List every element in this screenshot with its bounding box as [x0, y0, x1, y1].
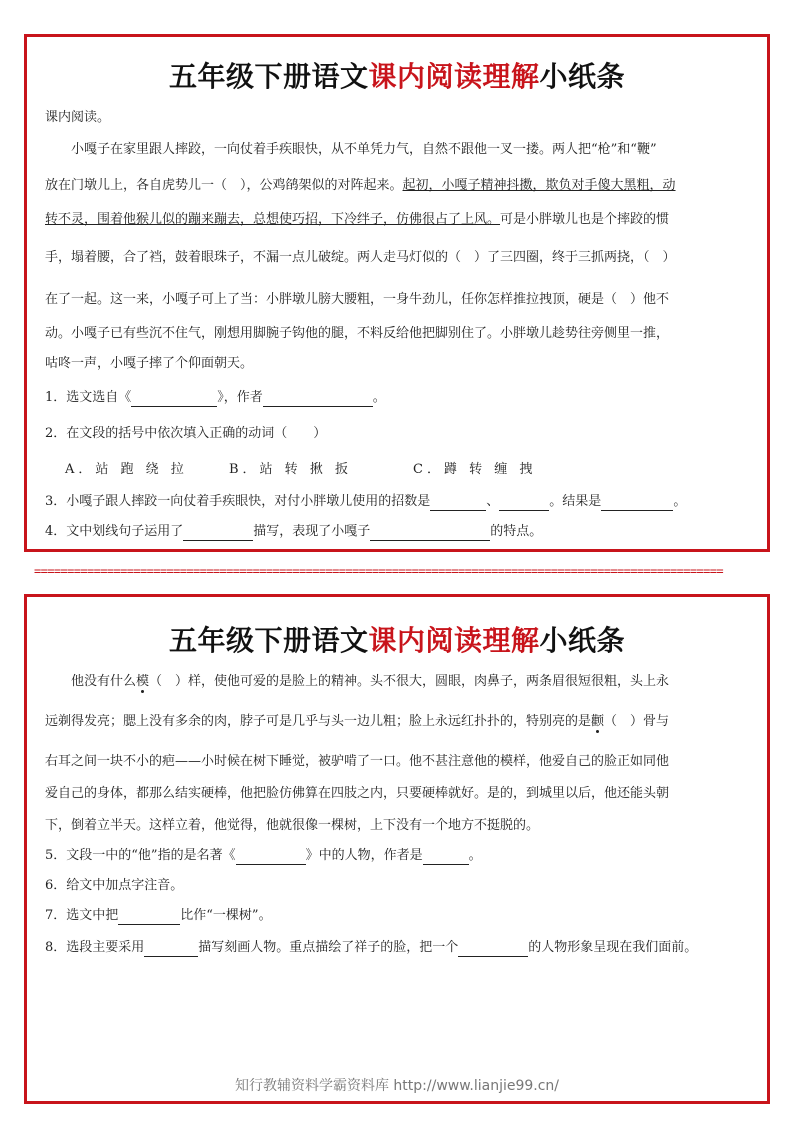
text-segment: （ ）骨与 [604, 714, 670, 729]
card1-title [27, 55, 767, 95]
text-segment: 可是小胖墩儿也是个摔跤的惯 [500, 212, 670, 227]
q1-text: 1．选文选自《 [45, 390, 132, 405]
answer-blank[interactable] [458, 942, 528, 957]
question-2: 2．在文段的括号中依次填入正确的动词（ ） [45, 426, 327, 441]
q1-text: 》，作者 [217, 390, 263, 405]
passage1-line1: 小嘎子在家里跟人摔跤，一向仗着手疾眼快，从不单凭力气，自然不跟他一叉一搂。两人把“枪”和“鞭” [71, 142, 657, 157]
passage1-line2 [45, 177, 749, 195]
q3-text: 。结果是 [549, 494, 602, 509]
title-part-black: 五年级下册语文 [168, 60, 369, 93]
passage1-line3 [45, 211, 749, 229]
answer-blank[interactable] [423, 850, 469, 865]
q7-text: 比作“一棵树”。 [180, 908, 272, 923]
dotted-character: 颧 [591, 714, 605, 729]
q5-text: 》中的人物，作者是 [305, 848, 423, 863]
q1-text: 。 [372, 390, 386, 405]
text-segment: 放在门墩儿上，各自虎势儿一（ ），公鸡鹐架似的对阵起来。 [45, 178, 403, 193]
passage2-line5: 下，倒着立半天。这样立着，他觉得，他就很像一棵树，上下没有一个地方不挺脱的。 [45, 818, 540, 833]
passage2-line1 [45, 673, 749, 691]
passage2-line2 [45, 713, 749, 731]
title-part-red: 课内阅读理解 [368, 624, 540, 657]
question-6: 6．给文中加点字注音。 [45, 878, 184, 893]
passage1-line5: 在了一起。这一来，小嘎子可上了当：小胖墩儿膀大腰粗，一身牛劲儿，任你怎样推拉拽顶，硬是（ ）他不 [45, 292, 670, 307]
question-5 [45, 847, 749, 865]
question-8 [45, 939, 749, 957]
underlined-sentence: 起初，小嘎子精神抖擞，欺负对手傻大黑粗，动 [402, 178, 676, 193]
text-segment: 他没有什么 [71, 674, 137, 689]
reading-card-1 [24, 34, 770, 552]
title-part-red: 课内阅读理解 [368, 60, 540, 93]
passage2-line4: 爱自己的身体，都那么结实硬棒，他把脸仿佛算在四肢之内，只要硬棒就好。是的，到城里以后，他还能头朝 [45, 786, 670, 801]
question-2-options [45, 461, 749, 479]
question-1 [45, 389, 749, 407]
card2-title [27, 619, 767, 659]
answer-blank[interactable] [118, 910, 180, 925]
answer-blank[interactable] [499, 496, 549, 511]
answer-blank[interactable] [183, 526, 253, 541]
underlined-sentence: 转不灵，围着他猴儿似的蹦来蹦去，总想使巧招，下冷绊子，仿佛很占了上风。 [45, 212, 501, 227]
question-3 [45, 493, 749, 511]
q8-text: 的人物形象呈现在我们面前。 [528, 940, 698, 955]
question-4 [45, 523, 749, 541]
q5-text: 。 [468, 848, 482, 863]
passage2-line3: 右耳之间一块不小的疤——小时候在树下睡觉，被驴啃了一口。他不甚注意他的模样，他爱自己的脸正如同他 [45, 754, 670, 769]
answer-blank[interactable] [131, 392, 217, 407]
answer-blank[interactable] [236, 850, 306, 865]
answer-blank[interactable] [370, 526, 490, 541]
q5-text: 5．文段一中的“他”指的是名著《 [45, 848, 236, 863]
passage1-line7: 咕咚一声，小嘎子摔了个仰面朝天。 [45, 356, 254, 371]
q8-text: 描写刻画人物。重点描绘了祥子的脸，把一个 [198, 940, 459, 955]
reading-card-2 [24, 594, 770, 1104]
dotted-character: 模 [136, 674, 150, 689]
title-part-tail: 小纸条 [539, 624, 626, 657]
answer-blank[interactable] [144, 942, 198, 957]
q4-text: 的特点。 [490, 524, 543, 539]
answer-blank[interactable] [601, 496, 673, 511]
q3-text: 、 [486, 494, 500, 509]
section-divider: ======================================================================================================== [34, 566, 723, 576]
q3-text: 3．小嘎子跟人摔跤一向仗着手疾眼快，对付小胖墩儿使用的招数是 [45, 494, 431, 509]
intro-label: 课内阅读。 [45, 110, 111, 125]
q4-text: 描写，表现了小嘎子 [253, 524, 371, 539]
title-part-tail: 小纸条 [539, 60, 626, 93]
question-7 [45, 907, 749, 925]
answer-blank[interactable] [430, 496, 486, 511]
footer-watermark: 知行教辅资料学霸资料库 http://www.lianjie99.cn/ [234, 1078, 560, 1094]
title-part-black: 五年级下册语文 [168, 624, 369, 657]
q7-text: 7．选文中把 [45, 908, 119, 923]
option-b[interactable]: B．站 转 揪 扳 [229, 462, 352, 477]
text-segment: （ ）样，使他可爱的是脸上的精神。头不很大，圆眼，肉鼻子，两条眉很短很粗，头上永 [149, 674, 670, 689]
answer-blank[interactable] [263, 392, 373, 407]
option-a[interactable]: A．站 跑 绕 拉 [65, 462, 188, 477]
q3-text: 。 [673, 494, 687, 509]
passage1-line4: 手，塌着腰，合了裆，鼓着眼珠子，不漏一点儿破绽。两人走马灯似的（ ）了三四圈，终于三抓两挠，（ ） [45, 250, 676, 265]
q4-text: 4．文中划线句子运用了 [45, 524, 184, 539]
text-segment: 远剃得发亮；腮上没有多余的肉，脖子可是几乎与头一边儿粗；脸上永远红扑扑的，特别亮的是 [45, 714, 592, 729]
option-c[interactable]: C．蹲 转 缠 拽 [413, 462, 537, 477]
passage1-line6: 动。小嘎子已有些沉不住气，刚想用脚腕子钩他的腿，不料反给他把脚别住了。小胖墩儿趁势往旁侧里一推， [45, 326, 670, 341]
q8-text: 8．选段主要采用 [45, 940, 145, 955]
